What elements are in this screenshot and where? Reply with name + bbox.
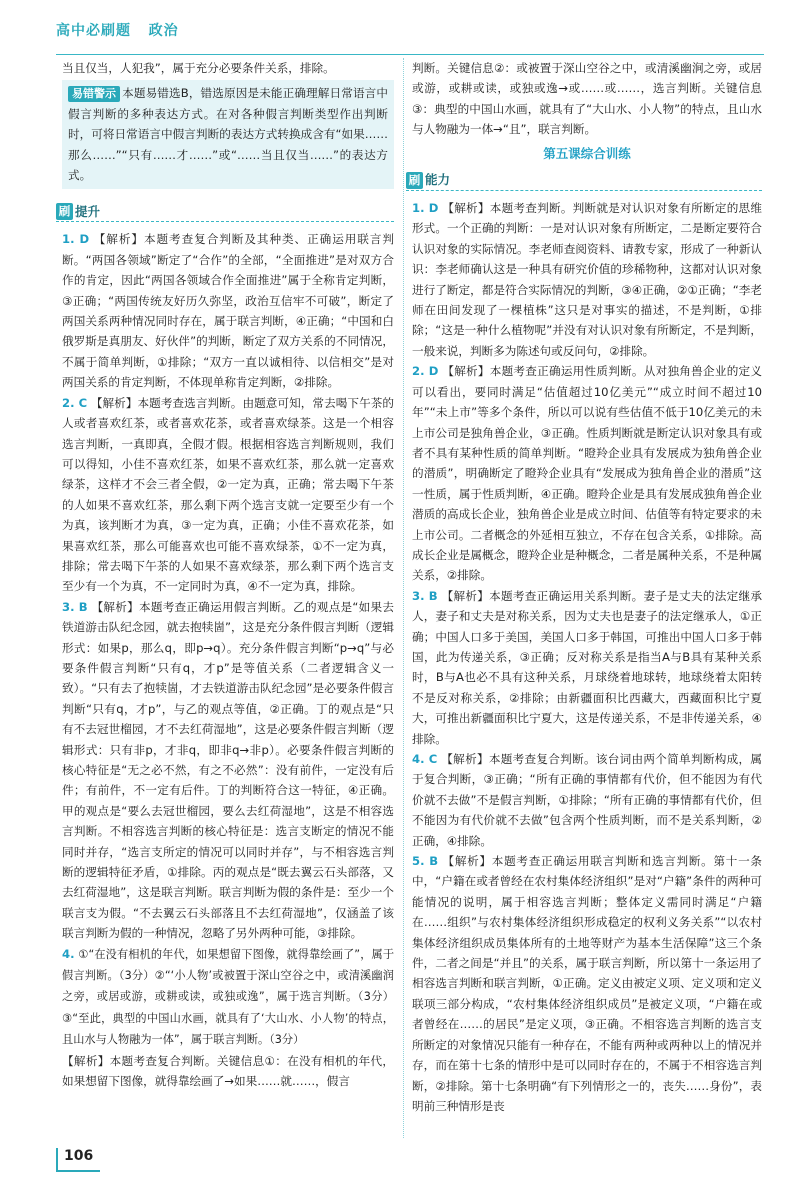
item-number: 4.	[62, 946, 75, 961]
item-text: 【解析】本题考查正确运用联言判断和选言判断。第十一条中，“户籍在或者曾经在农村集体经济组织”是对“户籍”条件的两种可能情况的说明，属于相容选言判断；整体定义需同时满足“户籍在……组织”与农村集体经济组织形成稳定的权利义务关系”“以农村集体经济组织成员集体所有的土地等财产为基本生活保障”这三个条件，二者之间是“并且”的关系，属于联言判断，所以第十一条运用了相容选言判断和联言判断，①正确。定义由被定义项、定义项和定义联项三部分构成，“农村集体经济组织成员”是被定义项，“户籍在或者曾经在……的居民”是定义项，③正确。不相容选言判断的选言支所断定的对象情况只能有一种存在，不能有两种或两种以上的情况并存，而在第十七条的情形中是可以同时存在的，不属于不相容选言判断，②排除。第十七条明确“有下列情形之一的，丧失……身份”，表明前三种情形是丧	[412, 854, 762, 1113]
right-continuation: 判断。关键信息②：或被置于深山空谷之中，或清溪幽涧之旁，或居或游，或耕或读，或独或逸→或……或……，选言判断。关键信息③：典型的中国山水画，就具有了“大山水、小人物”的特点，且山水与人物融为一体→“且”，联言判断。	[412, 61, 762, 137]
item-number: 3. B	[62, 599, 88, 614]
answer-item-4	[412, 749, 762, 851]
section-label: 能力	[425, 172, 451, 188]
section-nengli	[406, 170, 762, 192]
item-text: 【解析】本题考查复合判断及其种类、正确运用联言判断。“两国各领域”断定了“合作”的全部，“全面推进”是对双方合作的肯定，因此“两国各领域合作全面推进”属于全称肯定判断，③正确；“两国传统友好历久弥坚，政治互信牢不可破”，断定了两国关系两种情况同时存在，属于联言判断，④正确；“中国和白俄罗斯是真朋友、好伙伴”的判断，断定了双方关系的不同情况，不属于简单判断，①排除；“双方一直以诚相待、以信相交”是对两国关系的肯定判断，不体现单称肯定判断，②排除。	[62, 232, 394, 390]
error-tip-box	[62, 80, 394, 189]
answer-item-1	[412, 198, 762, 361]
page-header	[56, 14, 764, 55]
answer-item-4-analysis: 【解析】本题考查复合判断。关键信息①：在没有相机的年代，如果想留下图像，就得靠绘画了→如果……就……，假言	[62, 1053, 394, 1089]
left-intro: 当且仅当，人犯我”，属于充分必要条件关系，排除。	[62, 61, 335, 75]
section-tisheng	[56, 201, 394, 223]
error-tip-tag: 易错警示	[68, 86, 120, 102]
item-text: 【解析】本题考查正确运用性质判断。从对独角兽企业的定义可以看出，要同时满足“估值超过10亿美元”“成立时间不超过10年”“未上市”等多个条件，所以可以说有些估值不低于10亿美元的未上市公司是独角兽企业，③正确。性质判断就是断定认识对象具有或者不具有某种性质的简单判断。“瞪羚企业具有发展成为独角兽企业的潜质”，明确断定了瞪羚企业具有“发展成为独角兽企业的潜质”这一性质，属于性质判断，④正确。瞪羚企业是具有发展成独角兽企业潜质的高成长企业，独角兽企业是成立时间、估值等有特定要求的未上市公司。二者概念的外延相互独立，不存在包含关系，①排除。高成长企业是属概念，瞪羚企业是种概念，二者是属种关系，不是种属关系，②排除。	[412, 364, 762, 583]
answer-item-4	[62, 944, 394, 1051]
item-number: 3. B	[412, 588, 438, 603]
item-number: 4. C	[412, 752, 438, 766]
item-text: 【解析】本题考查判断。判断就是对认识对象有所断定的思维形式。一个正确的判断：一是对认识对象有所断定，二是断定要符合认识对象的实际情况。李老师查阅资料、请教专家，形成了一种新认识：李老师确认这是一种具有研究价值的珍稀物种，这都对认识对象进行了断定，都是符合实际情况的判断，③④正确，②①正确；“李老师在田间发现了一棵植株”这只是对事实的描述，不是判断，①排除；“这是一种什么植物呢”并没有对认识对象有所断定，不是判断，一般来说，判断多为陈述句或反问句，②排除。	[412, 201, 762, 358]
section-mark-icon: 刷	[56, 203, 73, 220]
section-rule	[56, 221, 394, 222]
item-number: 2. C	[62, 395, 88, 410]
item-number: 1. D	[62, 232, 90, 247]
section-label: 提升	[75, 203, 101, 219]
section-mark-icon: 刷	[406, 172, 423, 189]
right-column	[408, 58, 762, 1116]
item-answer: ①“在没有相机的年代，如果想留下图像，就得靠绘画了”，属于假言判断。（3分）②“‘小人物’或被置于深山空谷之中，或清溪幽润之旁，或居或游，或耕或读，或独或逸”，属于选言判断。（3分）③“至此，典型的中国山水画，就具有了‘大山水、小人物’的特点，且山水与人物融为一体”，属于联言判断。（3分）	[62, 947, 395, 1047]
item-number: 5. B	[412, 854, 439, 869]
item-text: 【解析】本题考查正确运用假言判断。乙的观点是“如果去铁道游击队纪念园，就去抱犊崮”，这是充分条件假言判断（逻辑形式：如果p，那么q，即p→q）。充分条件假言判断“p→q”与必要条件假言判断“只有q，才p”是等值关系（二者逻辑含义一致）。“只有去了抱犊崮，才去铁道游击队纪念园”是必要条件假言判断“只有q，才p”，与乙的观点等值，②正确。丁的观点是“只有不去冠世榴园，才不去红荷湿地”，这是必要条件假言判断（逻辑形式：只有非p，才非q，即非q→非p）。必要条件假言判断的核心特征是“无之必不然，有之不必然”：没有前件，一定没有后件；有前件，不一定有后件。丁的判断符合这一特征，④正确。甲的观点是“要么去冠世榴园，要么去红荷湿地”，这是不相容选言判断。不相容选言判断的核心特征是：选言支断定的情况不能同时并存，“选言支所定的情况可以同时并存”，与不相容选言判断的逻辑特征矛盾，①排除。丙的观点是“既去翼云石头部落，又去红荷湿地”，这是联言判断。联言判断为假的条件是：至少一个联言支为假。“不去翼云石头部落且不去红荷湿地”，仅涵盖了该联言判断为假的一种情况，忽略了另外两种可能，③排除。	[62, 599, 394, 941]
answer-item-5	[412, 851, 762, 1116]
book-title: 高中必刷题 政治	[56, 23, 179, 39]
page-number	[56, 1148, 100, 1172]
answer-item-3	[62, 597, 394, 944]
answer-item-1	[62, 229, 394, 392]
item-number: 1. D	[412, 201, 439, 216]
column-divider	[403, 58, 404, 1138]
left-column	[58, 58, 395, 1092]
item-text: 【解析】本题考查复合判断。该台词由两个简单判断构成，属于复合判断，③正确；“所有正确的事情都有代价，但不能因为有代价就不去做”不是假言判断，①排除；“所有正确的事情都有代价，但不能因为有代价就不去做”包含两个性质判断，而不是关系判断，②正确，④排除。	[412, 752, 762, 848]
chapter-title: 第五课综合训练	[543, 145, 631, 161]
page-number-text: 106	[64, 1148, 94, 1164]
section-rule	[406, 190, 762, 191]
answer-item-2	[412, 361, 762, 585]
answer-item-3	[412, 586, 762, 749]
error-tip-text: 本题易错选B，错选原因是未能正确理解日常语言中假言判断的多种表达方式。在对各种假言判断类型作出判断时，可将日常语言中假言判断的表达方式转换成含有“如果……那么……”“只有……才……”或“……当且仅当……”的表达方式。	[68, 86, 388, 183]
answer-item-2	[62, 393, 394, 597]
item-text: 【解析】本题考查正确运用关系判断。妻子是丈夫的法定继承人，妻子和丈夫是对称关系，因为丈夫也是妻子的法定继承人，①正确；中国人口多于美国，美国人口多于韩国，可推出中国人口多于韩国，此为传递关系，③正确；反对称关系是指当A与B具有某种关系时，B与A也必不具有这种关系，月球绕着地球转，地球绕着太阳转不是反对称关系，②排除；由新疆面积比西藏大，西藏面积比宁夏大，可推出新疆面积比宁夏大，这是传递关系，不是非传递关系，④排除。	[412, 588, 762, 746]
item-number: 2. D	[412, 364, 439, 379]
item-text: 【解析】本题考查选言判断。由题意可知，常去喝下午茶的人或者喜欢红茶，或者喜欢花茶，或者喜欢绿茶。这是一个相容选言判断，一真即真，全假才假。根据相容选言判断规则，我们可以得知，小佳不喜欢红茶，如果不喜欢红茶，那么就一定喜欢绿茶，这样才不会三者全假，②一定为真，正确；常去喝下午茶的人如果不喜欢红茶，那么剩下两个选言支就一定要至少有一个为真，该判断才为真，③一定为真，正确；小佳不喜欢花茶，如果喜欢红茶，那么可能喜欢也可能不喜欢绿茶，①不一定为真，排除；常去喝下午茶的人如果不喜欢绿茶，那么剩下两个选言支至少有一个为真，不一定同时为真，④不一定为真，排除。	[62, 395, 394, 594]
